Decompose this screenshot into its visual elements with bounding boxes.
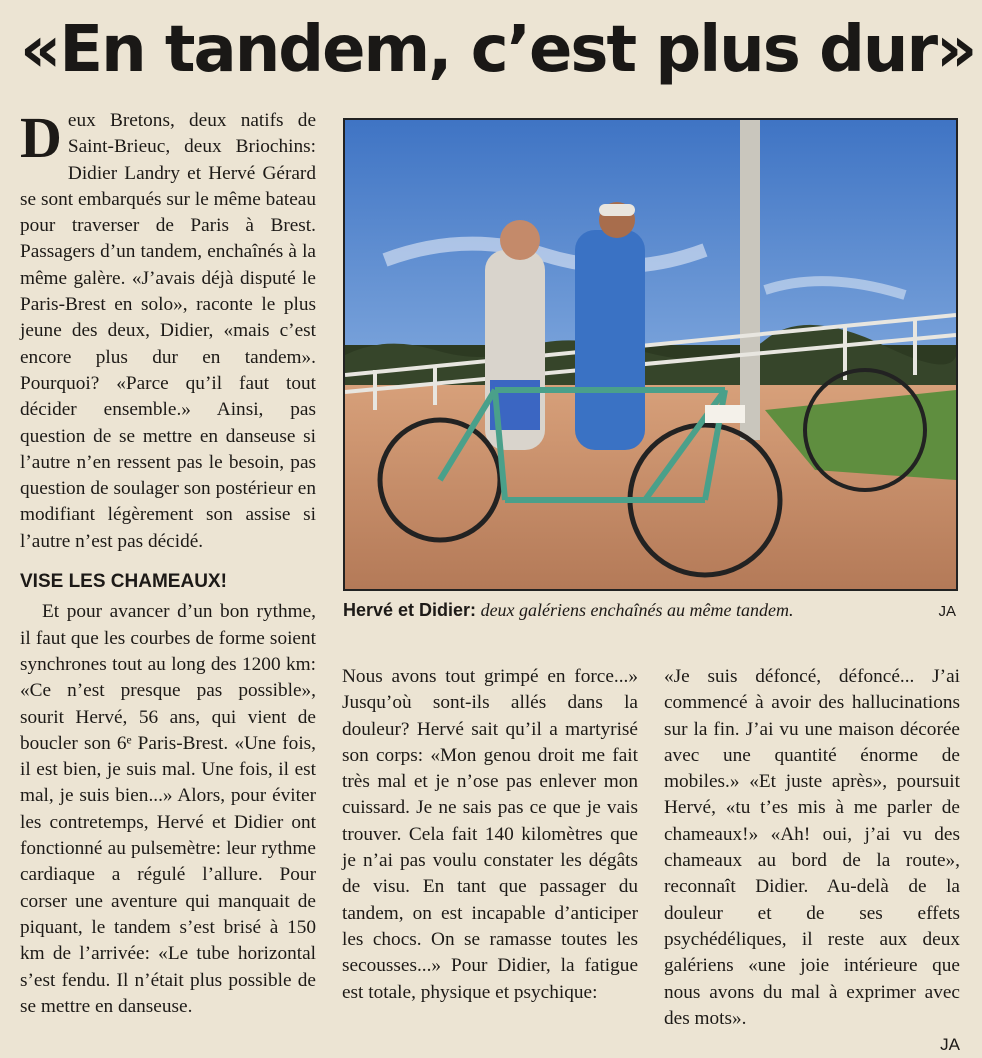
intro-paragraph (20, 105, 316, 555)
caption-description: deux galériens enchaînés au même tandem. (480, 600, 794, 620)
article-photo (343, 118, 958, 591)
tandem-photo-illustration (345, 120, 956, 589)
article-column-3 (664, 664, 960, 1058)
drop-cap: D (20, 105, 62, 170)
body-paragraph: Et pour avancer d’un bon rythme, il faut que les courbes de forme soient synchrones tout au long des 1200 km: «Ce n’est presque pas possible», sourit Hervé, 56 ans, qui vient de boucler son 6ᵉ Paris-Brest. «Une fois, il est bien, je suis mal. Une fois, il est mal, je suis bien...» Alors, pour éviter les contretemps, Hervé et Didier ont fonctionné au pulsemètre: leur rythme cardiaque a régulé l’allure. Pour corser une aventure qui manquait de piquant, le tandem s’est brisé à 150 km de l’arrivée: «Le tube horizontal s’est fendu. Il n’était plus possible de se mettre en danseuse. (20, 601, 316, 1017)
article-column-1 (20, 105, 316, 1020)
photo-caption (343, 598, 958, 622)
article-column-2 (342, 664, 638, 1006)
caption-names: Hervé et Didier: (343, 600, 477, 620)
author-signature: JA (940, 1035, 960, 1055)
intro-text: eux Bretons, deux natifs de Saint-Brieuc, deux Briochins: Didier Landry et Hervé Gérard se sont embarqués sur le même bateau pour traverser de Paris à Brest. Passagers d’un tandem, enchaînés à la même galère. «J’avais déjà disputé le Paris-Brest en solo», raconte le plus jeune des deux, Didier, «mais c’est encore plus dur en tandem». Pourquoi? «Parce qu’il faut tout décider ensemble.» Ainsi, pas question de se mettre en danseuse si l’autre n’en ressent pas le besoin, pas question de soulager son postérieur en modifiant légèrement son assise si l’autre n’est pas décidé. (20, 110, 316, 552)
photo-credit: JA (938, 603, 956, 620)
body-paragraph: Nous avons tout grimpé en force...» Jusqu’où sont-ils allés dans la douleur? Hervé sait qu’il a martyrisé son corps: «Mon genou droit me fait très mal et je n’ose pas enlever mon cuissard. Je ne sais pas ce que je vais trouver. Cela fait 140 kilomètres que je n’ai pas voulu constater les dégâts de visu. En tant que passager du tandem, on est incapable d’anticiper les chocs. On se ramasse toutes les secousses...» Pour Didier, la fatigue est totale, physique et psychique: (342, 666, 638, 1003)
subheading: VISE LES CHAMEAUX! (20, 571, 227, 593)
body-paragraph: «Je suis défoncé, défoncé... J’ai commencé à avoir des hallucinations sur la fin. J’ai vu une maison décorée avec une quantité énorme de mobiles.» «Et juste après», poursuit Hervé, «tu t’es mis à me parler de chameaux!» «Ah! oui, j’ai vu des chameaux au bord de la route», reconnaît Didier. Au-delà de la douleur et de ses effets psychédéliques, il reste aux deux galériens «une joie intérieure que nous avons du mal à exprimer avec des mots». (664, 666, 960, 1029)
headline: «En tandem, c’est plus dur» (20, 13, 976, 87)
